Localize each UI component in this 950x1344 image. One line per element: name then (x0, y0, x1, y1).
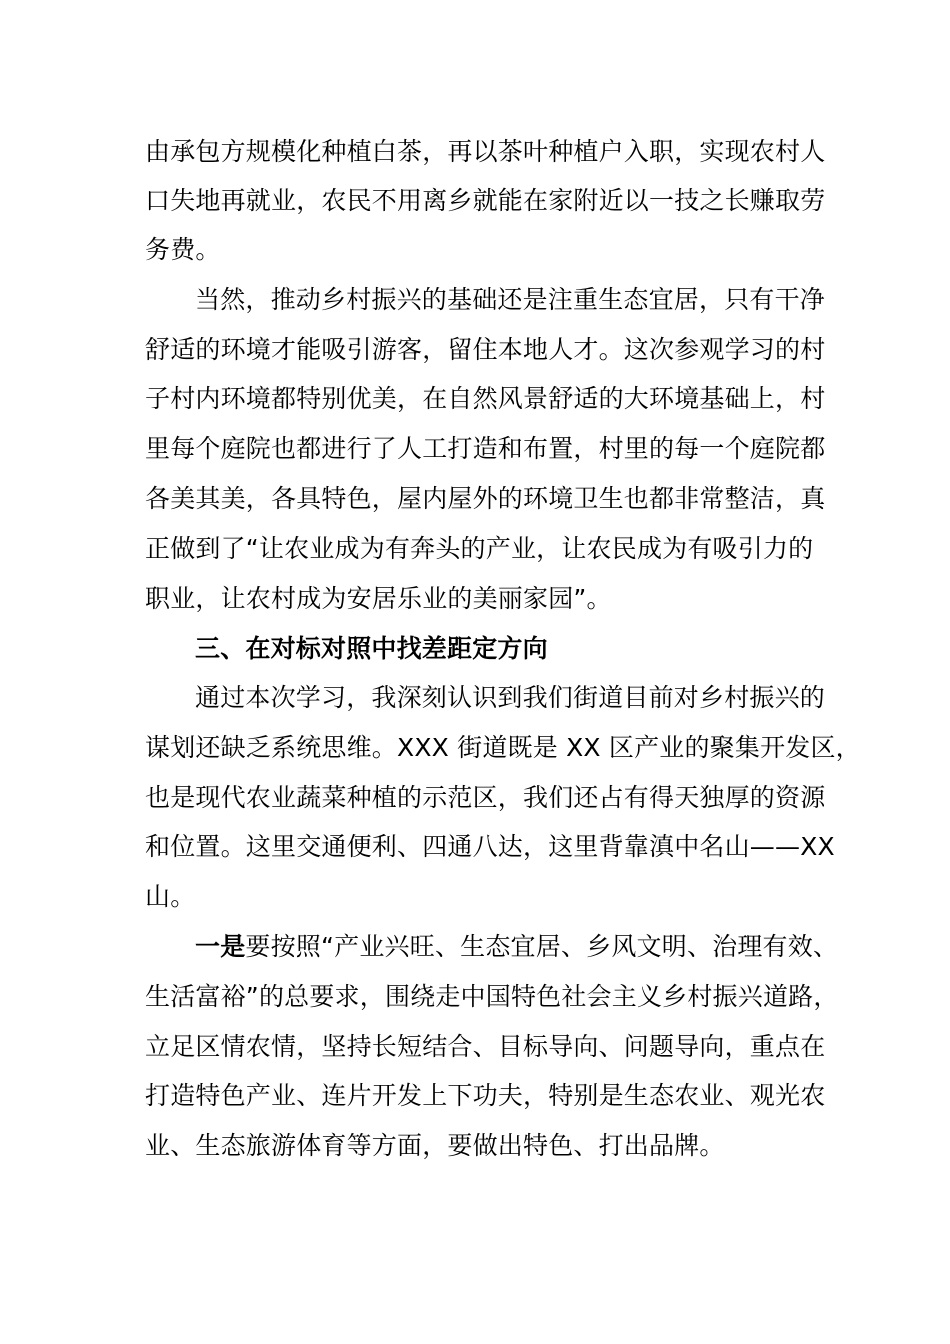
paragraph-2-line: 正做到了“让农业成为有奔头的产业，让农民成为有吸引力的 (145, 534, 814, 563)
paragraph-4-first-line (195, 932, 838, 962)
paragraph-4-line: 打造特色产业、连片开发上下功夫，特别是生态农业、观光农 (145, 1081, 826, 1110)
paragraph-3-line: 山。 (145, 882, 196, 911)
section-heading: 三、在对标对照中找差距定方向 (195, 634, 548, 663)
paragraph-3-line: 和位置。这里交通便利、四通八达，这里背靠滇中名山——XX (145, 832, 835, 861)
paragraph-4-lead: 一是 (195, 932, 246, 961)
paragraph-1-line: 由承包方规模化种植白茶，再以茶叶种植户入职，实现农村人 (145, 137, 826, 166)
paragraph-4-first-line-text: 要按照“产业兴旺、生态宜居、乡风文明、治理有效、 (245, 932, 839, 961)
paragraph-3-line: 通过本次学习，我深刻认识到我们街道目前对乡村振兴的 (195, 683, 826, 712)
paragraph-3-line: 也是现代农业蔬菜种植的示范区，我们还占有得天独厚的资源 (145, 783, 826, 812)
paragraph-4-line: 业、生态旅游体育等方面，要做出特色、打出品牌。 (145, 1131, 725, 1160)
paragraph-4-line: 生活富裕”的总要求，围绕走中国特色社会主义乡村振兴道路， (145, 982, 839, 1011)
paragraph-2-line: 职业，让农村成为安居乐业的美丽家园”。 (145, 584, 612, 613)
paragraph-3-line: 谋划还缺乏系统思维。XXX 街道既是 XX 区产业的聚集开发区， (145, 733, 861, 762)
paragraph-2-line: 各美其美，各具特色，屋内屋外的环境卫生也都非常整洁，真 (145, 484, 826, 513)
paragraph-1-line: 务费。 (145, 235, 221, 264)
paragraph-2-line: 舒适的环境才能吸引游客，留住本地人才。这次参观学习的村 (145, 335, 826, 364)
paragraph-2-line: 子村内环境都特别优美，在自然风景舒适的大环境基础上，村 (145, 384, 826, 413)
paragraph-2-line: 里每个庭院也都进行了人工打造和布置，村里的每一个庭院都 (145, 434, 826, 463)
paragraph-4-line: 立足区情农情，坚持长短结合、目标导向、问题导向，重点在 (145, 1032, 826, 1061)
paragraph-1-line: 口失地再就业，农民不用离乡就能在家附近以一技之长赚取劳 (145, 186, 826, 215)
paragraph-2-line: 当然，推动乡村振兴的基础还是注重生态宜居，只有干净 (195, 285, 826, 314)
